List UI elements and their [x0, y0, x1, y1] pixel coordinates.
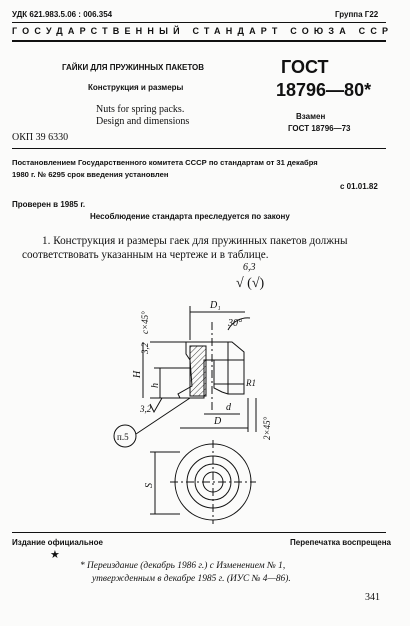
paragraph-1-line-2: соответствовать указанным на чертеже и в таблице.: [22, 249, 269, 261]
dim-h-total: H: [132, 370, 143, 378]
decree-line-1: Постановлением Государственного комитета СССР по стандартам от 31 декабря: [12, 158, 318, 167]
dim-3-2-top: 3,2: [140, 342, 150, 354]
doc-title-en-2: Design and dimensions: [96, 116, 190, 127]
reprint-note-1: * Переиздание (декабрь 1986 г.) с Изменением № 1,: [80, 561, 286, 571]
star-icon: ★: [50, 549, 60, 561]
decree-line-2: 1980 г. № 6295 срок введения установлен: [12, 170, 169, 179]
dim-d-large: D: [214, 416, 222, 427]
group-code: Группа Г22: [335, 10, 379, 19]
reprint-note-2: утвержденным в декабре 1985 г. (ИУС № 4—86).: [92, 574, 291, 584]
dim-angle: 30°: [228, 318, 242, 329]
effective-date: с 01.01.82: [340, 182, 378, 191]
doc-title-ru: ГАЙКИ ДЛЯ ПРУЖИННЫХ ПАКЕТОВ: [62, 63, 205, 72]
doc-title-en-1: Nuts for spring packs.: [96, 104, 185, 115]
warning-note: Несоблюдение стандарта преследуется по закону: [90, 212, 290, 221]
gost-number: 18796—80*: [276, 80, 372, 100]
checked-note: Проверен в 1985 г.: [12, 200, 86, 209]
dim-3-2-bottom: 3,2: [140, 404, 152, 414]
dim-chamfer-right: 2×45°: [262, 416, 272, 440]
udk-code: УДК 621.983.5.06 : 006.354: [12, 10, 113, 19]
callout-label: п.5: [117, 432, 129, 442]
dim-d-small: d: [226, 402, 231, 413]
replaces-value: ГОСТ 18796—73: [288, 124, 351, 133]
dim-h-small: h: [150, 383, 161, 388]
footer-rule: [12, 532, 386, 533]
roughness-symbol: √ (√): [236, 276, 265, 291]
replaces-label: Взамен: [296, 112, 326, 121]
dim-chamfer-top: c×45°: [140, 311, 150, 334]
okp-code: ОКП 39 6330: [12, 132, 69, 143]
reprint-label: Перепечатка воспрещена: [290, 538, 391, 547]
paragraph-1-line-1: 1. Конструкция и размеры гаек для пружинных пакетов должны: [42, 235, 348, 247]
gost-label: ГОСТ: [281, 57, 329, 77]
dim-s: S: [144, 483, 155, 488]
dim-d1: D₁: [210, 300, 221, 311]
edition-label: Издание официальное: [12, 538, 103, 547]
dim-radius: R1: [246, 378, 256, 388]
doc-subtitle-ru: Конструкция и размеры: [88, 83, 184, 92]
standard-title: ГОСУДАРСТВЕННЫЙ СТАНДАРТ СОЮЗА ССР: [12, 26, 394, 36]
page-number: 341: [365, 592, 380, 603]
roughness-value: 6,3: [243, 262, 256, 273]
